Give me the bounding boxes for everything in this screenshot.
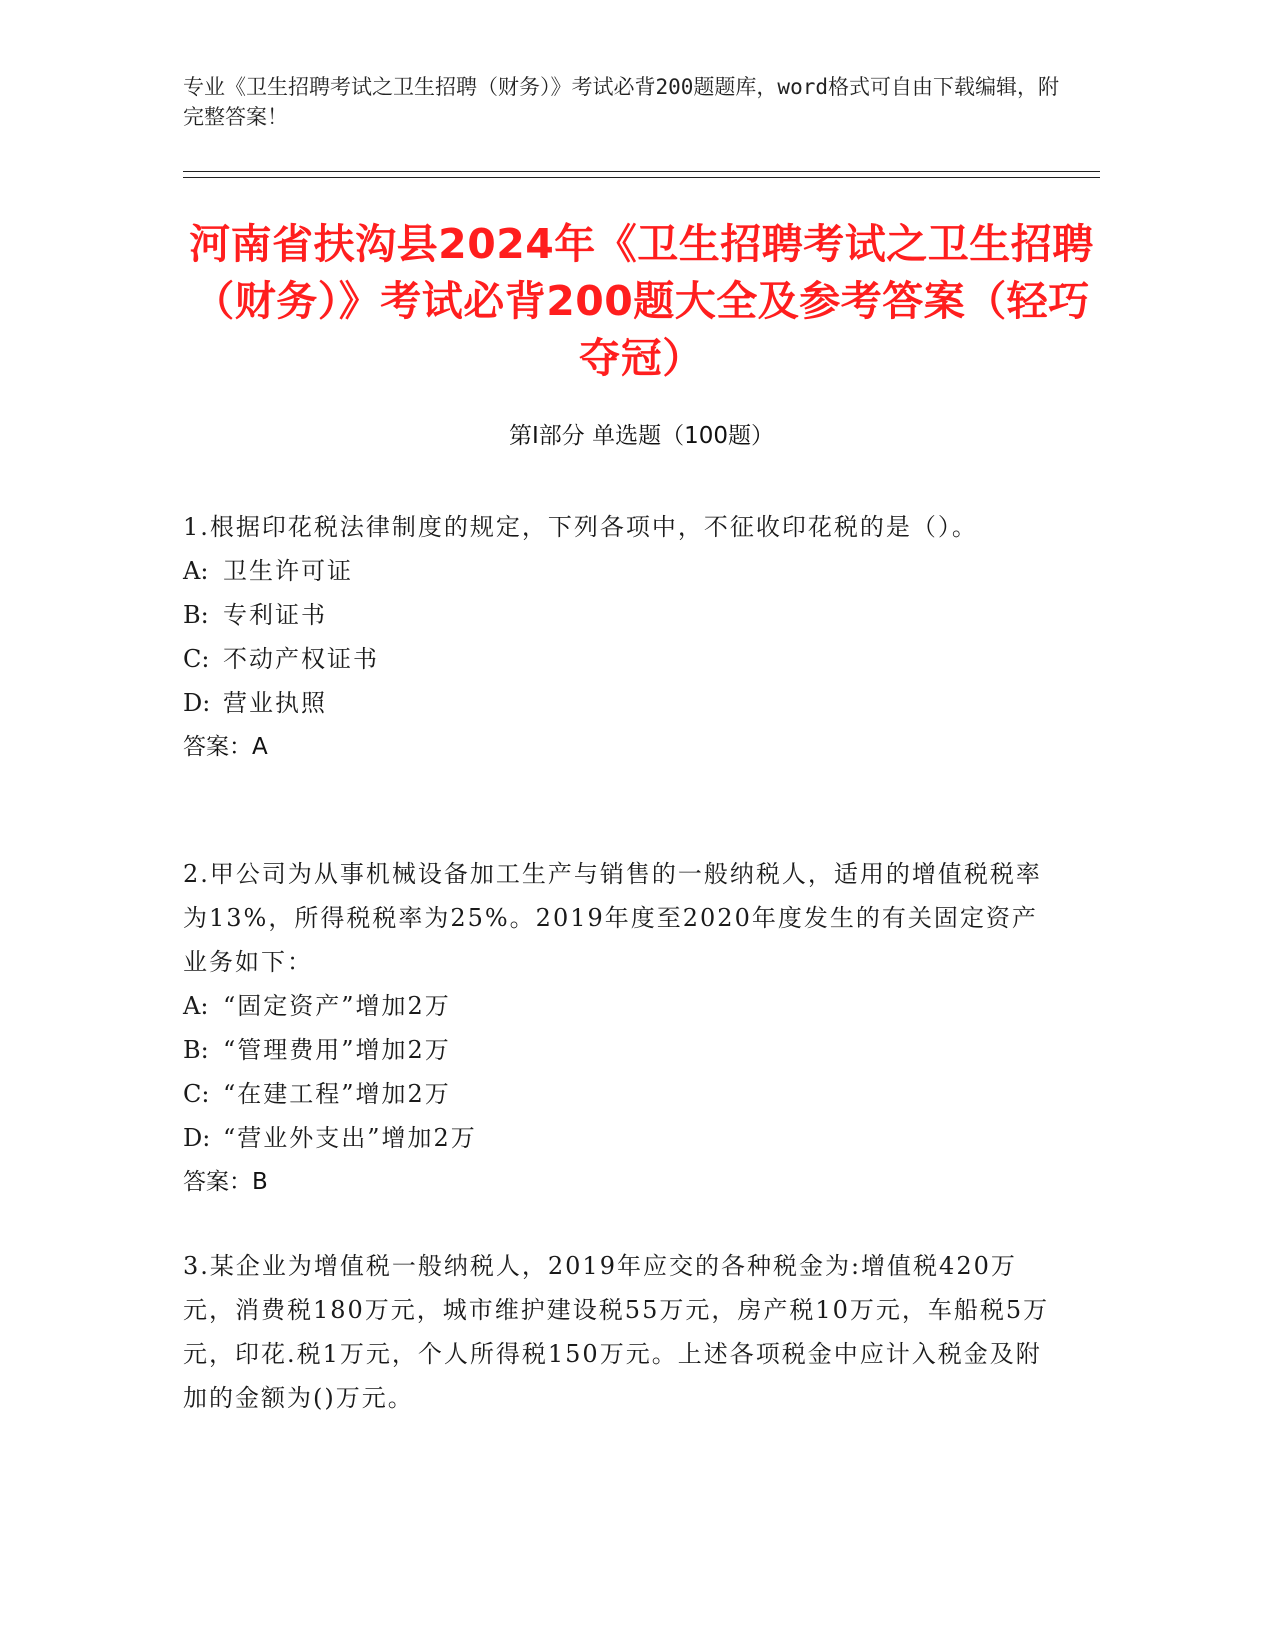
option-key: D: bbox=[183, 689, 211, 717]
question-text: 2.甲公司为从事机械设备加工生产与销售的一般纳税人，适用的增值税税率为13%，所得税税率为25%。2019年度至2020年度发生的有关固定资产业务如下： bbox=[183, 860, 1042, 976]
option-a bbox=[183, 984, 1063, 1028]
option-text: 不动产权证书 bbox=[223, 645, 379, 673]
option-text: 营业执照 bbox=[223, 689, 327, 717]
option-d bbox=[183, 1116, 1063, 1160]
option-text: “营业外支出”增加2万 bbox=[223, 1124, 477, 1152]
document-title: 河南省扶沟县2024年《卫生招聘考试之卫生招聘（财务）》考试必背200题大全及参考答案（轻巧夺冠） bbox=[189, 220, 1094, 382]
option-c bbox=[183, 637, 1063, 681]
option-text: “在建工程”增加2万 bbox=[223, 1080, 451, 1108]
option-key: A: bbox=[183, 992, 209, 1020]
option-text: “固定资产”增加2万 bbox=[223, 992, 451, 1020]
header-rule-bottom bbox=[183, 177, 1100, 178]
question-3 bbox=[183, 1244, 1063, 1420]
option-key: A: bbox=[183, 557, 209, 585]
question-2 bbox=[183, 852, 1063, 1204]
option-text: 卫生许可证 bbox=[223, 557, 353, 585]
header-note: 专业《卫生招聘考试之卫生招聘（财务）》考试必背200题题库，word格式可自由下载编辑，附完整答案！ bbox=[183, 75, 1059, 129]
answer-label: 答案：B bbox=[183, 1169, 268, 1195]
question-1 bbox=[183, 505, 1063, 769]
option-text: “管理费用”增加2万 bbox=[223, 1036, 451, 1064]
header-rule-top bbox=[183, 171, 1100, 172]
question-text: 3.某企业为增值税一般纳税人，2019年应交的各种税金为:增值税420万元，消费税180万元，城市维护建设税55万元，房产税10万元，车船税5万元，印花.税1万元，个人所得税150万元。上述各项税金中应计入税金及附加的金额为()万元。 bbox=[183, 1252, 1050, 1412]
option-text: 专利证书 bbox=[223, 601, 327, 629]
option-key: B: bbox=[183, 1036, 209, 1064]
option-b bbox=[183, 593, 1063, 637]
answer-label: 答案：A bbox=[183, 734, 268, 760]
option-a bbox=[183, 549, 1063, 593]
option-c bbox=[183, 1072, 1063, 1116]
option-d bbox=[183, 681, 1063, 725]
option-b bbox=[183, 1028, 1063, 1072]
question-text: 1.根据印花税法律制度的规定，下列各项中，不征收印花税的是（）。 bbox=[183, 513, 978, 541]
section-heading: 第Ⅰ部分 单选题（100题） bbox=[509, 423, 774, 449]
option-key: C: bbox=[183, 645, 210, 673]
option-key: C: bbox=[183, 1080, 210, 1108]
option-key: D: bbox=[183, 1124, 211, 1152]
option-key: B: bbox=[183, 601, 209, 629]
